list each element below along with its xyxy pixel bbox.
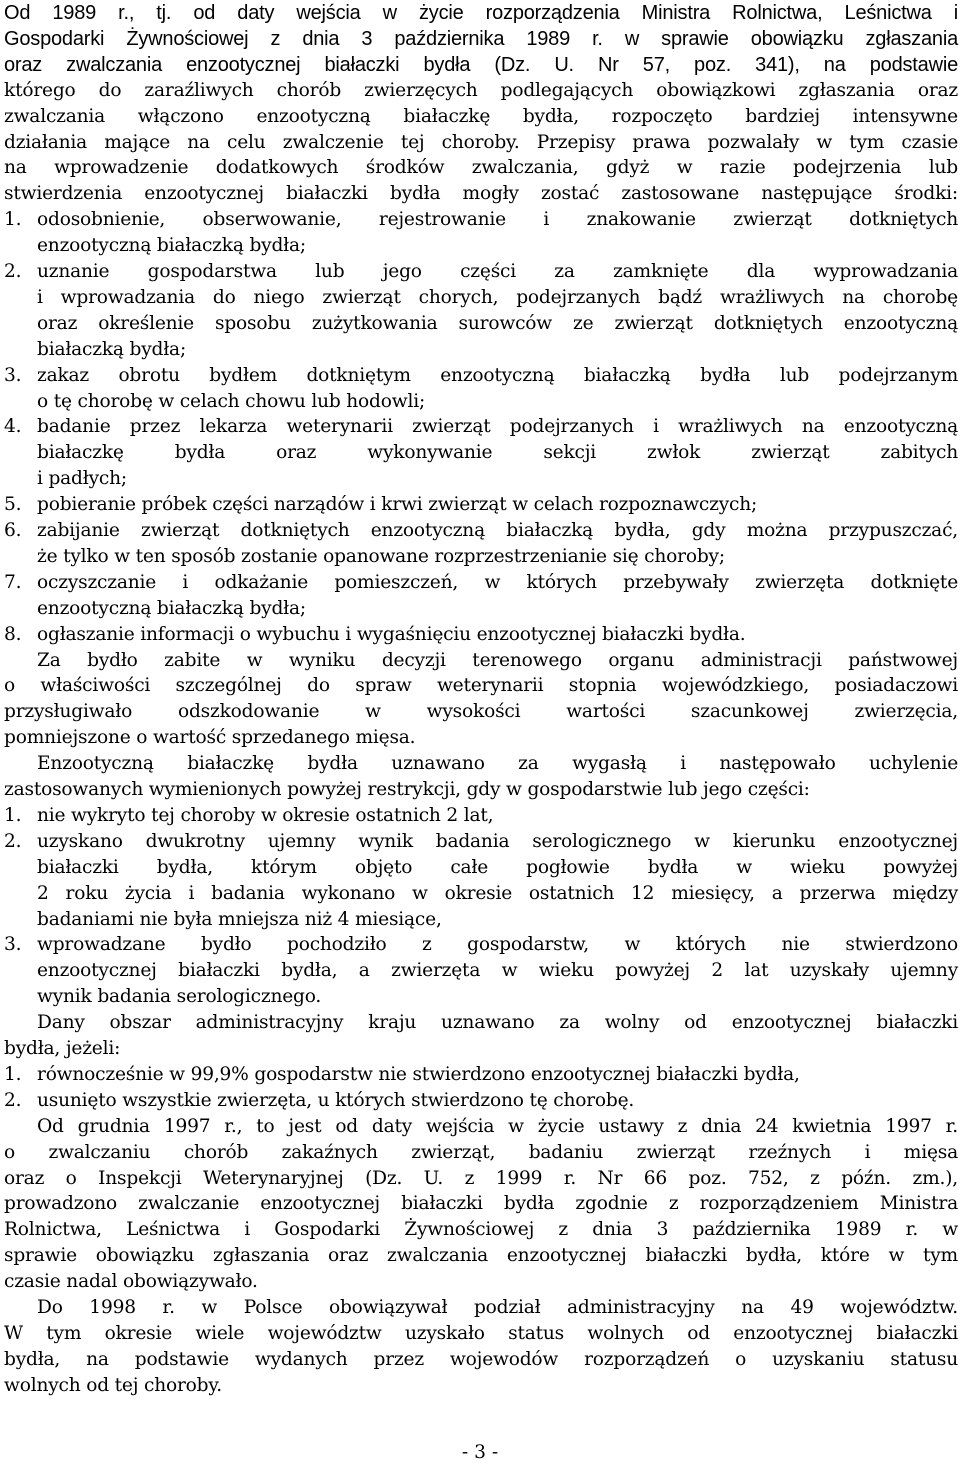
text-line-content: równocześnie w 99,9% gospodarstw nie stwierdzono enzootycznej białaczki bydła, — [37, 1063, 800, 1085]
text-line-content: Dany obszar administracyjny kraju uznawano za wolny od enzootycznej białaczki — [37, 1012, 958, 1034]
text-line-content: uznanie gospodarstwa lub jego części za zamknięte dla wyprowadzania — [37, 261, 958, 282]
text-line — [4, 1088, 958, 1114]
list-number: 3. — [4, 364, 22, 386]
text-line — [4, 803, 958, 829]
text-line: działania mające na celu zwalczenie tej choroby. Przepisy prawa pozwalały w tym czasie — [4, 131, 958, 153]
list-number: 3. — [4, 934, 22, 956]
text-line-content: odosobnienie, obserwowanie, rejestrowanie i znakowanie zwierząt dotkniętych — [37, 209, 958, 231]
page-number: - 3 - — [461, 1442, 499, 1463]
text-line — [4, 881, 958, 907]
text-line — [4, 622, 958, 648]
text-line — [4, 285, 958, 311]
text-line-content: badaniami nie była mniejsza niż 4 miesiące, — [37, 908, 442, 930]
text-line — [4, 363, 958, 389]
text-line — [4, 648, 958, 674]
text-line-content: oraz określenie sposobu zużytkowania surowców ze zwierząt dotkniętych enzootyczną — [37, 312, 958, 334]
text-line: W tym okresie wiele województw uzyskało status wolnych od enzootycznej białaczki — [4, 1322, 958, 1344]
text-line: oraz zwalczania enzootycznej białaczki bydła (Dz. U. Nr 57, poz. 341), na podstawie — [4, 53, 958, 76]
text-line — [4, 855, 958, 881]
text-line-content: enzootyczną białaczką bydła; — [37, 597, 306, 619]
text-line: stwierdzenia enzootycznej białaczki bydła mogły zostać zastosowane następujące środki: — [4, 183, 958, 205]
text-line — [4, 311, 958, 337]
text-line — [4, 958, 958, 984]
text-line-content: białaczką bydła; — [37, 338, 187, 360]
text-line — [4, 389, 958, 415]
text-line: Od 1989 r., tj. od daty wejścia w życie rozporządzenia Ministra Rolnictwa, Leśnictwa i — [4, 2, 958, 24]
text-line-content: Do 1998 r. w Polsce obowiązywał podział administracyjny na 49 województw. — [37, 1297, 958, 1318]
text-line: o właściwości szczególnej do spraw weterynarii stopnia wojewódzkiego, posiadaczowi — [4, 675, 958, 697]
text-line-content: badanie przez lekarza weterynarii zwierząt podejrzanych i wrażliwych na enzootyczną — [37, 416, 958, 438]
text-line — [4, 466, 958, 492]
list-number: 5. — [4, 494, 22, 516]
text-line — [4, 440, 958, 466]
list-number: 1. — [4, 209, 22, 231]
text-line — [4, 932, 958, 958]
text-line — [4, 518, 958, 544]
text-line — [4, 1062, 958, 1088]
text-line-content: i wprowadzania do niego zwierząt chorych, podejrzanych bądź wrażliwych na chorobę — [37, 286, 958, 308]
text-line — [4, 984, 958, 1010]
text-line-content: o tę chorobę w celach chowu lub hodowli; — [37, 390, 426, 412]
text-line — [4, 414, 958, 440]
text-line-content: białaczki bydła, którym objęto całe pogłowie bydła w wieku powyżej — [37, 856, 958, 878]
text-line-content: zakaz obrotu bydłem dotkniętym enzootyczną białaczką bydła lub podejrzanym — [37, 364, 958, 386]
list-number: 8. — [4, 623, 22, 645]
text-line-content: zabijanie zwierząt dotkniętych enzootyczną białaczką bydła, gdy można przypuszczać, — [37, 520, 958, 541]
text-line-content: nie wykryto tej choroby w okresie ostatnich 2 lat, — [37, 804, 494, 826]
text-line: na wprowadzenie dodatkowych środków zwalczania, gdyż w razie podejrzenia lub — [4, 157, 958, 179]
list-number: 6. — [4, 520, 22, 541]
text-line — [4, 259, 958, 285]
list-number: 2. — [4, 1089, 22, 1111]
text-line-content: usunięto wszystkie zwierzęta, u których stwierdzono tę chorobę. — [37, 1089, 635, 1111]
text-line — [4, 544, 958, 570]
text-line-content: ogłaszanie informacji o wybuchu i wygaśnięciu enzootycznej białaczki bydła. — [37, 623, 746, 645]
text-line: prowadzono zwalczanie enzootycznej białaczki bydła zgodnie z rozporządzeniem Ministra — [4, 1193, 958, 1215]
text-line: którego do zaraźliwych chorób zwierzęcych podlegających obowiązkowi zgłaszania oraz — [4, 79, 958, 101]
text-line: wolnych od tej choroby. — [4, 1374, 222, 1396]
text-line-content: wynik badania serologicznego. — [37, 986, 322, 1008]
text-line-content: oczyszczanie i odkażanie pomieszczeń, w których przebywały zwierzęta dotknięte — [37, 571, 958, 593]
text-line-content: Enzootyczną białaczkę bydła uznawano za wygasłą i następowało uchylenie — [37, 753, 958, 775]
text-line — [4, 596, 958, 622]
text-line — [4, 1010, 958, 1036]
text-line: bydła, na podstawie wydanych przez wojewodów rozporządzeń o uzyskaniu statusu — [4, 1348, 958, 1370]
text-line: zwalczania włączono enzootyczną białaczkę bydła, rozpoczęto bardziej intensywne — [4, 105, 958, 127]
list-number: 1. — [4, 1063, 22, 1085]
text-line-content: wprowadzane bydło pochodziło z gospodarstw, w których nie stwierdzono — [37, 934, 958, 956]
text-line: przysługiwało odszkodowanie w wysokości wartości szacunkowej zwierzęcia, — [4, 701, 958, 723]
text-line — [4, 907, 958, 933]
list-number: 7. — [4, 571, 22, 593]
text-line: bydła, jeżeli: — [4, 1038, 121, 1059]
text-line: sprawie obowiązku zgłaszania oraz zwalczania enzootycznej białaczki bydła, które w tym — [4, 1245, 958, 1267]
text-line-content: pobieranie próbek części narządów i krwi zwierząt w celach rozpoznawczych; — [37, 494, 758, 516]
text-line — [4, 207, 958, 233]
text-line-content: uzyskano dwukrotny ujemny wynik badania serologicznego w kierunku enzootycznej — [37, 830, 958, 852]
list-number: 2. — [4, 261, 22, 282]
list-number: 1. — [4, 804, 22, 826]
text-line: pomniejszone o wartość sprzedanego mięsa. — [4, 727, 416, 749]
text-line-content: i padłych; — [37, 468, 127, 490]
text-line — [4, 829, 958, 855]
text-line — [4, 337, 958, 363]
text-line: Gospodarki Żywnościowej z dnia 3 października 1989 r. w sprawie obowiązku zgłaszania — [4, 27, 958, 50]
text-line-content: że tylko w ten sposób zostanie opanowane rozprzestrzenianie się choroby; — [37, 545, 725, 567]
text-line-content: enzootyczną białaczką bydła; — [37, 235, 306, 257]
text-line-content: enzootycznej białaczki bydła, a zwierzęta w wieku powyżej 2 lat uzyskały ujemny — [37, 960, 958, 982]
text-line-content: 2 roku życia i badania wykonano w okresie ostatnich 12 miesięcy, a przerwa między — [37, 882, 958, 904]
text-line — [4, 233, 958, 259]
text-line — [4, 1114, 958, 1140]
list-number: 2. — [4, 830, 22, 852]
text-line: czasie nadal obowiązywało. — [4, 1271, 258, 1293]
text-line: o zwalczaniu chorób zakaźnych zwierząt, badaniu zwierząt rzeźnych i mięsa — [4, 1141, 958, 1163]
text-line-content: Od grudnia 1997 r., to jest od daty wejścia w życie ustawy z dnia 24 kwietnia 1997 r. — [37, 1115, 958, 1137]
text-line-content: Za bydło zabite w wyniku decyzji terenowego organu administracji państwowej — [37, 649, 958, 671]
text-line — [4, 1295, 958, 1321]
text-line-content: białaczkę bydła oraz wykonywanie sekcji zwłok zwierząt zabitych — [37, 442, 958, 464]
text-line — [4, 751, 958, 777]
list-number: 4. — [4, 416, 22, 438]
text-line: oraz o Inspekcji Weterynaryjnej (Dz. U. z 1999 r. Nr 66 poz. 752, z późn. zm.), — [4, 1167, 958, 1189]
text-line: Rolnictwa, Leśnictwa i Gospodarki Żywnościowej z dnia 3 października 1989 r. w — [4, 1219, 958, 1241]
text-line — [4, 492, 958, 518]
text-line — [4, 570, 958, 596]
text-line: zastosowanych wymienionych powyżej restrykcji, gdy w gospodarstwie lub jego części: — [4, 779, 810, 800]
